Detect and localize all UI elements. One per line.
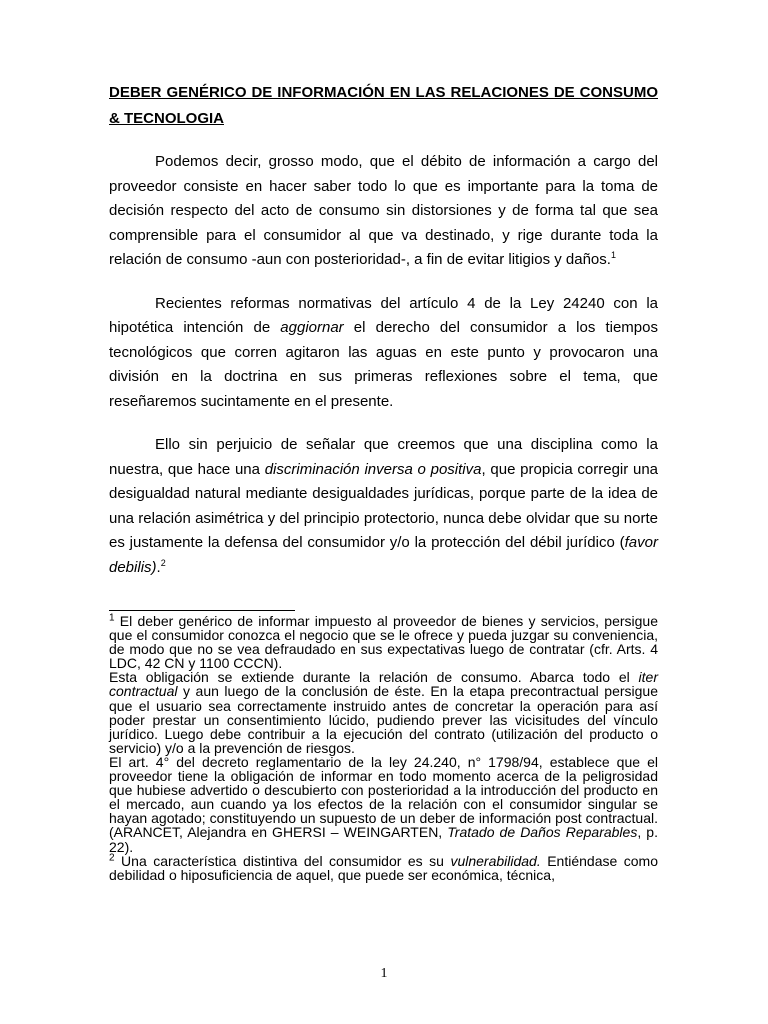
footnote-1-continuation-a — [109, 670, 658, 755]
paragraph-2-text-b: el derecho del consumidor a los tiempos tecnológicos que corren agitaron las aguas en este punto y provocaron una división en la doctrina en sus primeras reflexiones sobre el tema, que reseñaremos sucintamente en el presente. — [109, 319, 658, 410]
paragraph-2 — [109, 292, 658, 415]
footnote-1-marker: 1 — [109, 612, 115, 624]
footnote-2-text-a: Una característica distintiva del consumidor es su — [114, 852, 451, 869]
footnote-1c-text-a: El art. 4° del decreto reglamentario de la ley 24.240, n° 1798/94, establece que el proveedor tiene la obligación de informar en todo momento acerca de la peligrosidad que hubiese advertido o descubierto con posterioridad a la introducción del producto en el mercado, aun cuando ya los efectos de la relación con el consumidor singular se hayan agotado; constituyendo un supuesto de un deber de información post contractual. (ARANCET, Alejandra en GHERSI – WEINGARTEN, — [109, 753, 658, 841]
document-body — [109, 80, 658, 580]
paragraph-2-text-a: Recientes reformas normativas del artículo 4 de la Ley 24240 con la hipotética intención de — [109, 294, 658, 336]
footnote-separator — [109, 610, 295, 611]
paragraph-1 — [109, 150, 658, 273]
paragraph-2-italic: aggiornar — [280, 319, 344, 336]
footnote-2-marker: 2 — [109, 851, 115, 863]
footnote-1b-text-b: y aun luego de la conclusión de éste. En la etapa precontractual persigue que el usuario sea correctamente instruido antes de concretar la operación para así poder prestar un consentimiento lúcido, pudiendo prever las vicisitudes del vínculo jurídico. Luego debe contribuir a la ejecución del contrato (utilización del producto o servicio) y/o a la prevención de riesgos. — [109, 683, 658, 756]
footnote-1b-text-a: Esta obligación se extiende durante la relación de consumo. Abarca todo el — [109, 669, 639, 686]
footnote-2-text-b: Entiéndase como debilidad o hiposuficiencia de aquel, que puede ser económica, técnica, — [109, 852, 658, 883]
footnotes — [109, 614, 658, 882]
paragraph-3-italic-b: favor debilis) — [109, 534, 658, 576]
paragraph-3-italic-a: discriminación inversa o positiva — [264, 460, 482, 478]
footnote-ref-2: 2 — [160, 557, 166, 568]
footnote-ref-1: 1 — [610, 250, 616, 260]
paragraph-3-text-a: Ello sin perjuicio de señalar que creemos que una disciplina como la nuestra, que hace una — [109, 436, 658, 478]
paragraph-3-text-b: , que propicia corregir una desigualdad natural mediante desigualdades jurídicas, porque parte de la idea de una relación asimétrica y del principio protectorio, nunca debe olvidar que su norte es justamente la defensa del consumidor y/o la protección del débil jurídico ( — [109, 460, 658, 551]
footnote-1 — [109, 614, 658, 670]
paragraph-1-text: Podemos decir, grosso modo, que el débito de información a cargo del proveedor consiste en hacer saber todo lo que es importante para la toma de decisión respecto del acto de consumo sin distorsiones y de forma tal que sea comprensible para el consumidor al que va destinado, y rige durante toda la relación de consumo -aun con posterioridad-, a fin de evitar litigios y daños. — [109, 153, 658, 268]
footnote-1-text: El deber genérico de informar impuesto al proveedor de bienes y servicios, persigue que el consumidor conozca el negocio que se le ofrece y pueda juzgar su conveniencia, de modo que no se vea defraudado en sus expectativas luego de contratar (cfr. Arts. 4 LDC, 42 CN y 1100 CCCN). — [109, 613, 658, 672]
footnote-1c-italic: Tratado de Daños Reparables — [447, 824, 638, 841]
footnote-1-continuation-b — [109, 755, 658, 854]
page-number: 1 — [380, 966, 388, 981]
paragraph-3 — [109, 433, 658, 580]
footnote-2 — [109, 851, 658, 883]
document-title: DEBER GENÉRICO DE INFORMACIÓN EN LAS RELACIONES DE CONSUMO & TECNOLOGIA — [109, 84, 658, 127]
paragraph-3-text-c: . — [156, 558, 161, 576]
footnote-1b-italic: iter contractual — [109, 669, 658, 700]
footnote-1c-text-b: , p. 22). — [109, 824, 658, 855]
footnote-2-italic: vulnerabilidad. — [450, 852, 541, 869]
